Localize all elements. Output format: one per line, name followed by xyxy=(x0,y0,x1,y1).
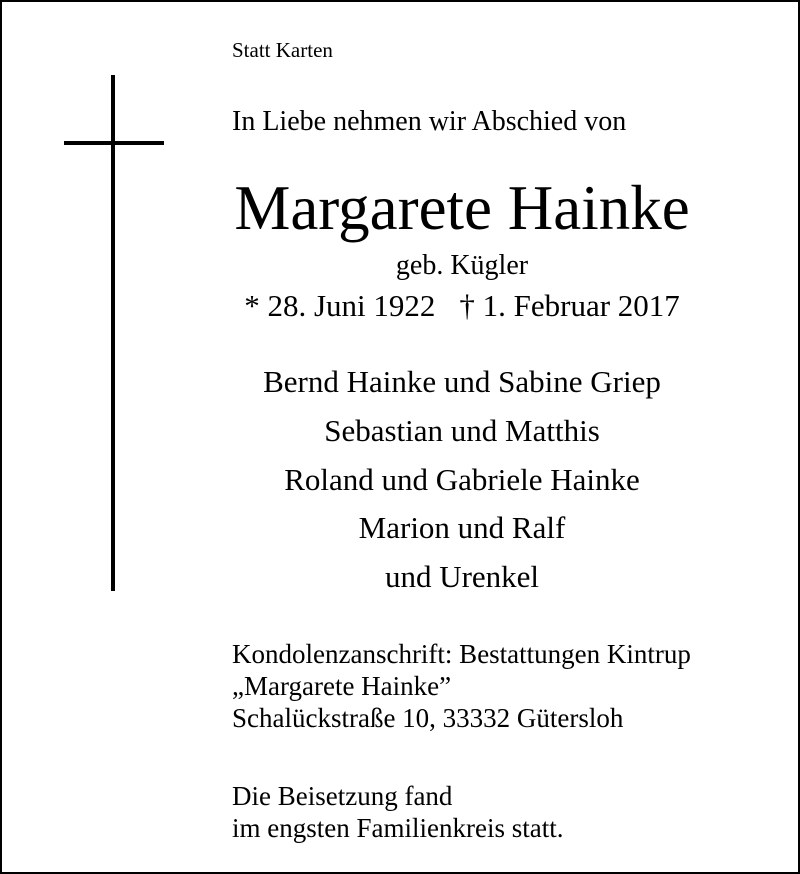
life-dates xyxy=(202,288,722,324)
condolence-line: „Margarete Hainke” xyxy=(232,671,452,701)
condolence-line: Kondolenzanschrift: Bestattungen Kintrup xyxy=(232,639,691,669)
intro-text: In Liebe nehmen wir Abschied von xyxy=(232,106,627,137)
birth-date: * 28. Juni 1922 xyxy=(244,288,436,323)
condolence-address xyxy=(232,638,691,734)
condolence-line: Schalückstraße 10, 33332 Gütersloh xyxy=(232,703,624,733)
mourner-line: Bernd Hainke und Sabine Griep xyxy=(263,364,661,399)
mourner-line: und Urenkel xyxy=(384,559,540,594)
burial-line: im engsten Familienkreis statt. xyxy=(232,813,564,843)
burial-line: Die Beisetzung fand xyxy=(232,781,453,811)
cross-icon-vertical-bar xyxy=(111,75,115,591)
cross-icon-horizontal-bar xyxy=(64,141,164,145)
deceased-name: Margarete Hainke xyxy=(234,173,690,243)
birth-name: geb. Kügler xyxy=(395,250,529,281)
mourner-line: Roland und Gabriele Hainke xyxy=(284,462,640,497)
mourner-line: Marion und Ralf xyxy=(358,510,566,545)
burial-notice xyxy=(232,780,563,844)
statt-karten-text: Statt Karten xyxy=(232,38,333,62)
mourner-line: Sebastian und Matthis xyxy=(324,413,600,448)
death-date: † 1. Februar 2017 xyxy=(459,288,680,323)
